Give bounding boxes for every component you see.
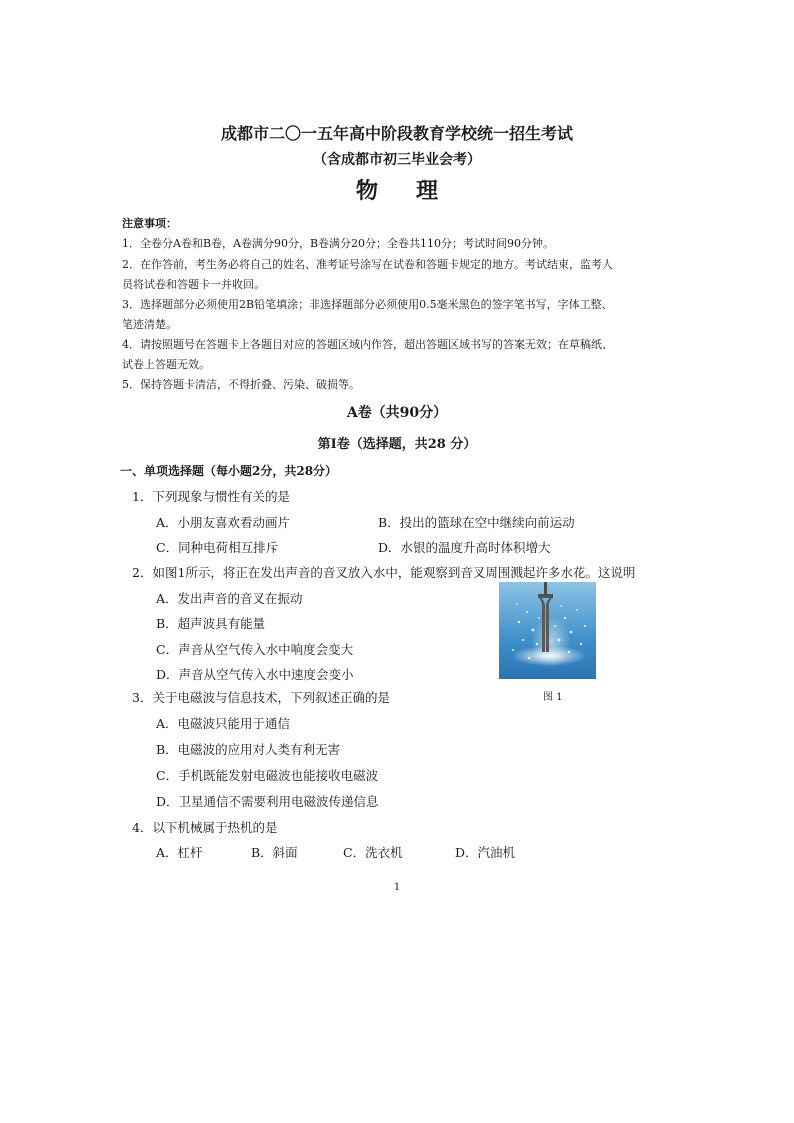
notes-heading: 注意事项：: [122, 217, 177, 230]
note-item: 1．全卷分A卷和B卷，A卷满分90分，B卷满分20分；全卷共110分；考试时间90分钟。: [122, 237, 555, 250]
option: D．水银的温度升高时体积增大: [378, 540, 551, 555]
option: A．杠杆: [156, 845, 203, 860]
exam-subtitle: （含成都市初三毕业会考）: [313, 152, 481, 168]
option: D．卫星通信不需要利用电磁波传递信息: [156, 794, 379, 809]
option: C．声音从空气传入水中响度会变大: [156, 642, 354, 657]
option: B．斜面: [251, 845, 298, 860]
page-number: 1: [393, 882, 401, 893]
section-a-heading: A卷（共90分）: [346, 405, 448, 421]
option: C．手机既能发射电磁波也能接收电磁波: [156, 768, 379, 783]
subject-title: 物理: [355, 178, 476, 204]
exam-title: 成都市二〇一五年高中阶段教育学校统一招生考试: [220, 124, 573, 143]
option: C．同种电荷相互排斥: [156, 540, 279, 555]
option: D．汽油机: [455, 845, 516, 860]
option: B．电磁波的应用对人类有利无害: [156, 742, 341, 757]
option: A．小朋友喜欢看动画片: [156, 515, 291, 530]
note-item: 2．在作答前，考生务必将自己的姓名、准考证号涂写在试卷和答题卡规定的地方。考试结束，监考人: [122, 258, 613, 271]
part-one-heading: 第Ⅰ卷（选择题，共28 分）: [317, 437, 477, 452]
note-item: 4．请按照题号在答题卡上各题目对应的答题区域内作答，超出答题区域书写的答案无效；在草稿纸、: [122, 338, 613, 351]
option: D．声音从空气传入水中速度会变小: [156, 667, 354, 682]
option: A．电磁波只能用于通信: [156, 716, 291, 731]
question-stem: 1．下列现象与惯性有关的是: [132, 489, 290, 504]
question-stem: 2．如图1所示，将正在发出声音的音叉放入水中，能观察到音叉周围溅起许多水花。这说明: [132, 565, 636, 580]
single-choice-heading: 一、单项选择题（每小题2分，共28分）: [120, 464, 338, 478]
question-stem: 4．以下机械属于热机的是: [132, 820, 278, 835]
tuning-fork-in-water-image: [499, 582, 596, 679]
option: B．超声波具有能量: [156, 616, 266, 631]
note-item-continued: 员将试卷和答题卡一并收回。: [122, 278, 265, 291]
note-item: 3．选择题部分必须使用2B铅笔填涂；非选择题部分必须使用0.5毫米黑色的签字笔书写，字体工整、: [122, 298, 613, 311]
option: B．投出的篮球在空中继续向前运动: [378, 515, 575, 530]
option: C．洗衣机: [343, 845, 403, 860]
figure-caption: 图 1: [543, 692, 563, 703]
note-item: 5．保持答题卡清洁，不得折叠、污染、破损等。: [122, 378, 360, 391]
option: A．发出声音的音叉在振动: [156, 591, 303, 606]
note-item-continued: 试卷上答题无效。: [122, 358, 210, 371]
note-item-continued: 笔迹清楚。: [122, 318, 177, 331]
question-stem: 3．关于电磁波与信息技术，下列叙述正确的是: [132, 690, 390, 705]
